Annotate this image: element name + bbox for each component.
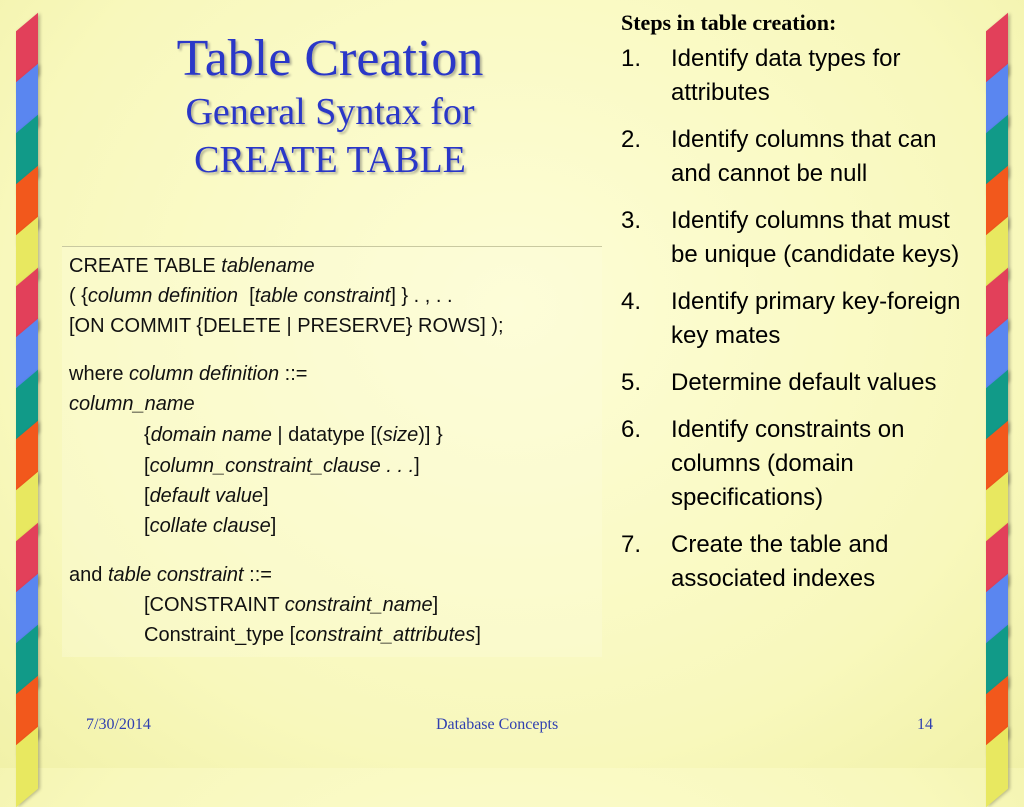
step-number: 4. [621,288,642,315]
step-number: 7. [621,531,642,558]
step-number: 5. [621,369,642,396]
step-item [621,366,961,400]
step-number: 1. [621,45,642,72]
footer-page-number: 14 [917,716,933,733]
step-item [621,285,961,353]
step-text: Identify data types for attributes [671,45,901,106]
step-text: Identify constraints on columns (domain specifications) [671,416,905,511]
syntax-line: [ON COMMIT {DELETE | PRESERVE} ROWS] ); [69,315,504,337]
step-text: Identify primary key-foreign key mates [671,288,961,349]
step-text: Create the table and associated indexes [671,531,889,592]
syntax-line: column_name [69,393,195,415]
syntax-line: where column definition ::= [69,363,308,385]
syntax-line: ( {column definition [table constraint] } . , . . [69,285,453,307]
syntax-line: [column_constraint_clause . . .] [144,455,420,477]
step-number: 2. [621,126,642,153]
footer-date: 7/30/2014 [86,716,151,733]
step-text: Determine default values [671,369,937,396]
step-text: Identify columns that can and cannot be null [671,126,937,187]
syntax-line: [default value] [144,485,269,507]
syntax-box [62,246,602,657]
step-item [621,528,961,596]
syntax-line: Constraint_type [constraint_attributes] [144,624,481,646]
decorative-stripes-left [0,0,60,768]
title-line-1: Table Creation [176,30,484,87]
steps-heading: Steps in table creation: [621,10,837,35]
steps-panel [621,8,961,609]
step-item [621,413,961,515]
footer-title: Database Concepts [436,716,559,733]
step-number: 6. [621,416,642,443]
title-line-3: CREATE TABLE [194,139,466,181]
step-text: Identify columns that must be unique (candidate keys) [671,207,960,268]
syntax-line: [CONSTRAINT constraint_name] [144,594,439,616]
step-item [621,204,961,272]
step-number: 3. [621,207,642,234]
syntax-line: {domain name | datatype [(size)] } [144,424,443,446]
syntax-line: and table constraint ::= [69,564,272,586]
step-item [621,42,961,110]
slide-title [120,30,540,184]
step-item [621,123,961,191]
decorative-stripes-right [964,0,1024,768]
syntax-line: CREATE TABLE tablename [69,255,315,277]
title-line-2: General Syntax for [185,91,475,133]
syntax-line: [collate clause] [144,515,277,537]
